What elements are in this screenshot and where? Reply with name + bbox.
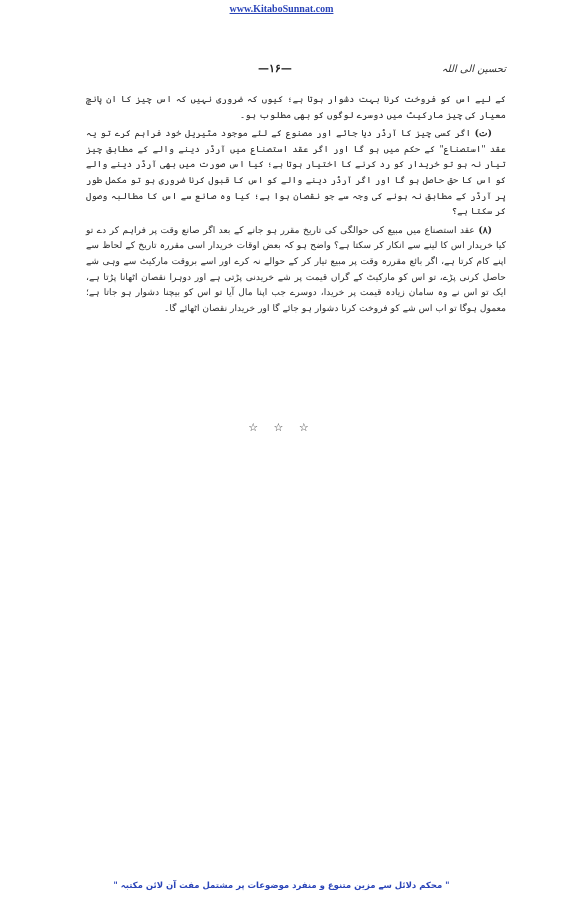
paragraph-3 [86,223,506,317]
site-url-link[interactable]: www.KitaboSunnat.com [229,4,334,15]
paragraph-3-text: عقد استصناع میں مبیع کی حوالگی کی تاریخ مقرر ہو جانے کے بعد اگر صانع وقت پر فراہم کر دے تو کیا خریدار اس کا لینے سے انکار کر سکتا ہے؟ واضح ہو کہ بعض اوقات خریدار اسی مقررہ تاریخ کے لحاظ سے اپنے کام کرتا ہے، اگر بائع مقررہ وقت پر مبیع تیار کر کے حوالے نہ کرے اور اسے بروقت مارکیٹ سے وہی شے حاصل کرنی پڑے، تو اس کو مارکیٹ کے گراں قیمت پر شے خریدنی پڑتی ہے اور دوہرا نقصان اٹھانا پڑتا ہے، ایک تو اس نے وہ سامان زیادہ قیمت پر خریدا، دوسرے جب اپنا مال آیا تو اس کو بیچنا دشوار ہو جاتا ہے؛ معمول ہوگا تو اب اس شے کو فروخت کرنا دشوار ہو جائے گا اور خریدار نقصان اٹھائے گا۔ [86,224,506,314]
footer-tagline: " محکم دلائل سے مزین متنوع و منفرد موضوعات پر مشتمل مفت آن لائن مکتبہ " [113,881,450,891]
paragraph-2-marker: (ت) [474,128,492,140]
paragraph-2-text: اگر کسی چیز کا آرڈر دیا جائے اور مصنوع کے لئے موجود مٹیریل خود فراہم کرے تو یہ عقد "استصناع" کے حکم میں ہو گا اور اگر عقد استصناع میں آرڈر دینے والے کے مطابق چیز تیار نہ ہو تو خریدار کو رد کرنے کا اختیار ہوتا ہے؛ کیا اس صورت میں بھی آرڈر دینے والے کو اس کا حق حاصل ہو گا اور اگر آرڈر دینے والے کو اس کا قبول کرنا ضروری ہو تو مکمل طور پر آرڈر کے مطابق نہ ہونے کی وجہ سے جو نقصان ہوا ہے؛ کیا وہ صانع سے اس کا مطالبہ وصول کر سکتا ہے؟ [86,128,506,218]
paragraph-1: کے لیے اس کو فروخت کرنا بہت دشوار ہوتا ہے؛ کیوں کہ ضروری نہیں کہ اس چیز کا ان پانچ معیار کی چیز مارکیٹ میں دوسرے لوگوں کو بھی مطلوب ہو۔ [86,94,506,121]
page-header [86,62,506,82]
body-text [86,92,506,319]
paragraph-3-marker: (۸) [478,224,493,236]
paragraph-2 [86,126,506,220]
section-divider-stars: ☆ ☆ ☆ [248,421,315,434]
page-number: —۱۶— [258,62,292,75]
running-title: تحسین الی اللہ [441,64,506,75]
